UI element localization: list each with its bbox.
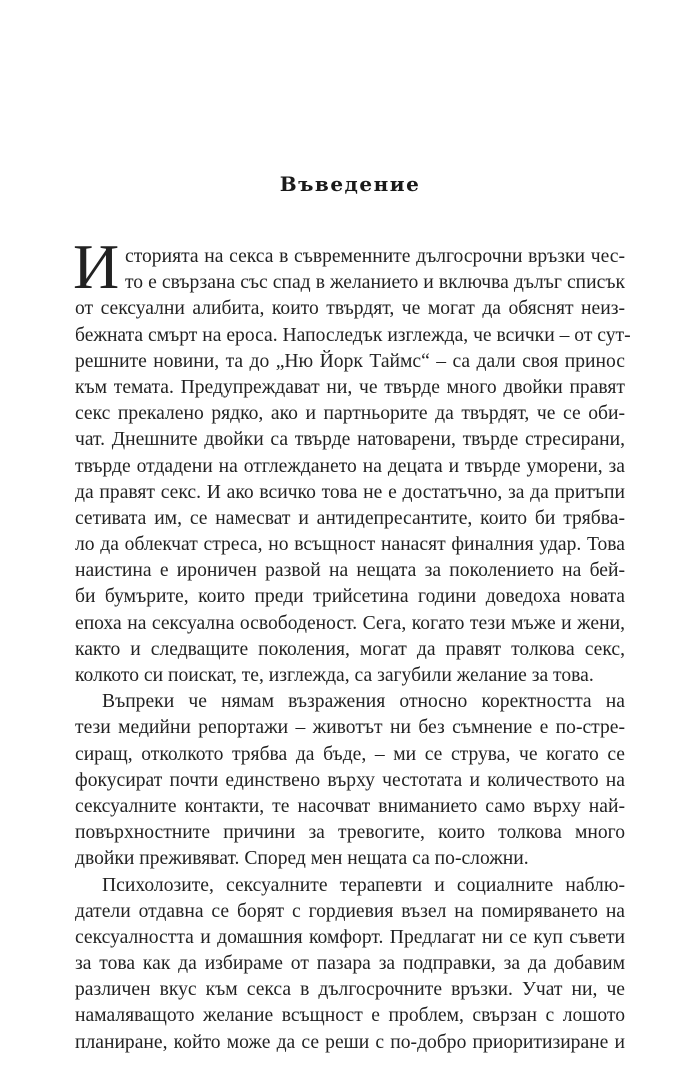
text-line: сексуалността и домашния комфорт. Предлагат ни се куп съвети [75, 926, 625, 948]
text-line: фокусират почти единствено върху честотата и количеството на [75, 769, 625, 791]
text-line: сторията на секса в съвременните дългосрочни връзки чес- [125, 246, 625, 267]
chapter-title: Въведение [279, 172, 421, 196]
text-line: колкото си поискат, те, изглежда, са загубили желание за това. [75, 665, 594, 686]
text-line: сиращ, отколкото трябва да бъде, – ми се струва, че когато се [75, 743, 625, 765]
text-line: решните новини, та до „Ню Йорк Таймс“ – са дали своя принос [75, 350, 625, 372]
text-line: тези медийни репортажи – животът ни без съмнение е по-стре- [75, 717, 625, 739]
text-line: Психолозите, сексуалните терапевти и социалните наблю- [102, 874, 625, 896]
text-line: то е свързана със спад в желанието и включва дълъг списък [125, 272, 625, 294]
text-line: чат. Днешните двойки са твърде натоварени, твърде стресирани, [75, 429, 625, 451]
text-line: сетивата им, се намесват и антидепресантите, които би трябва- [75, 507, 625, 529]
text-line: датели отдавна се борят с гордиевия възел на помиряването на [75, 900, 625, 922]
text-line: различен вкус към секса в дългосрочните връзки. Учат ни, че [75, 979, 625, 1001]
text-line: наистина е ироничен развой на нещата за поколението на бей- [75, 560, 625, 582]
text-line: от сексуални алибита, които твърдят, че могат да обяснят неиз- [75, 298, 625, 320]
body-text [75, 244, 631, 1056]
text-line: за това как да избираме от пазара за подправки, за да добавим [75, 953, 625, 975]
text-line: сексуалните контакти, те насочват вниманието само върху най- [75, 795, 625, 817]
text-line: към темата. Предупреждават ни, че твърде много двойки правят [75, 376, 625, 398]
text-line: двойки преживяват. Според мен нещата са по-сложни. [75, 848, 529, 870]
drop-cap: И [73, 231, 120, 302]
text-line: намаляващото желание всъщност е проблем, свързан с лошото [75, 1005, 625, 1027]
text-line: твърде отдадени на отглеждането на децата и твърде уморени, за [75, 455, 625, 477]
text-line: би бумърите, които преди трийсетина години доведоха новата [75, 586, 625, 608]
text-line: ло да облекчат стреса, но всъщност нанасят финалния удар. Това [75, 534, 625, 556]
text-line: както и следващите поколения, могат да правят толкова секс, [75, 638, 625, 660]
text-line: епоха на сексуална освободеност. Сега, когато тези мъже и жени, [75, 612, 625, 634]
text-line: да правят секс. И ако всичко това не е достатъчно, за да притъпи [75, 481, 625, 503]
text-line: повърхностните причини за тревогите, които толкова много [75, 822, 625, 844]
text-line: планиране, който може да се реши с по-добро приоритизиране и [75, 1031, 625, 1053]
text-line: Въпреки че нямам възражения относно коректността на [102, 691, 625, 713]
text-line: бежната смърт на ероса. Напоследък изглежда, че всички – от сут- [75, 324, 631, 346]
text-line: секс прекалено рядко, ако и партньорите да твърдят, че се оби- [75, 403, 625, 425]
